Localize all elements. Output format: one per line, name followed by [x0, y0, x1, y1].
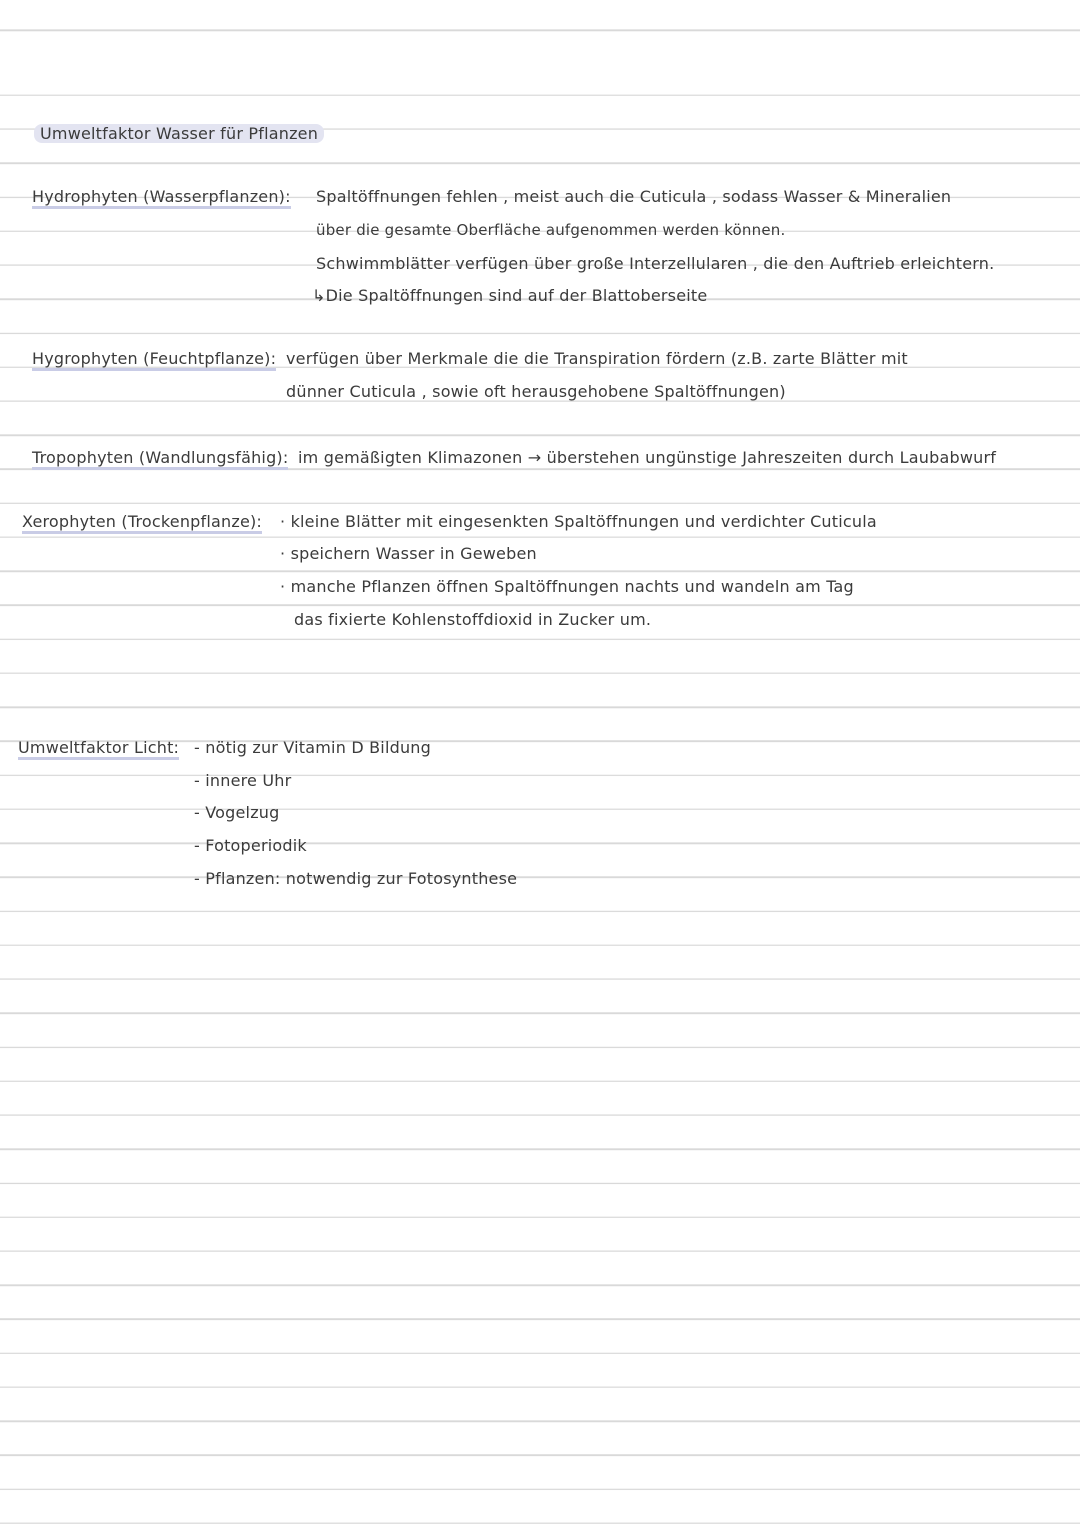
hydrophyten-line-4: ↳Die Spaltöffnungen sind auf der Blattoberseite: [312, 286, 708, 305]
hygrophyten-line-1: verfügen über Merkmale die die Transpiration fördern (z.B. zarte Blätter mit: [286, 349, 908, 368]
licht-term-label: Umweltfaktor Licht:: [18, 738, 179, 760]
hydrophyten-line-1: Spaltöffnungen fehlen , meist auch die Cuticula , sodass Wasser & Mineralien: [316, 187, 952, 206]
xerophyten-line-3: · manche Pflanzen öffnen Spaltöffnungen nachts und wandeln am Tag: [280, 577, 854, 596]
hygrophyten-term: [32, 349, 276, 369]
hydrophyten-line-2: über die gesamte Oberfläche aufgenommen werden können.: [316, 221, 786, 239]
licht-item-3: - Vogelzug: [194, 803, 280, 822]
title-highlight: Umweltfaktor Wasser für Pflanzen: [34, 124, 324, 143]
xerophyten-line-4: das fixierte Kohlenstoffdioxid in Zucker um.: [294, 610, 652, 629]
hydrophyten-term: [32, 187, 291, 207]
xerophyten-line-2: · speichern Wasser in Geweben: [280, 544, 537, 563]
xerophyten-term-label: Xerophyten (Trockenpflanze):: [22, 512, 262, 534]
licht-item-2: - innere Uhr: [194, 771, 292, 790]
hydrophyten-term-label: Hydrophyten (Wasserpflanzen):: [32, 187, 291, 209]
tropophyten-term: [32, 448, 288, 468]
xerophyten-term: [22, 512, 262, 532]
licht-term: [18, 738, 179, 758]
hygrophyten-line-2: dünner Cuticula , sowie oft herausgehobene Spaltöffnungen): [286, 382, 786, 401]
hydrophyten-line-3: Schwimmblätter verfügen über große Interzellularen , die den Auftrieb erleichtern.: [316, 254, 995, 273]
tropophyten-text: im gemäßigten Klimazonen → überstehen ungünstige Jahreszeiten durch Laubabwurf: [298, 448, 997, 467]
page-title: [34, 124, 324, 144]
tropophyten-term-label: Tropophyten (Wandlungsfähig):: [32, 448, 288, 470]
licht-item-1: - nötig zur Vitamin D Bildung: [194, 738, 431, 757]
hygrophyten-term-label: Hygrophyten (Feuchtpflanze):: [32, 349, 276, 371]
licht-item-4: - Fotoperiodik: [194, 836, 307, 855]
licht-item-5: - Pflanzen: notwendig zur Fotosynthese: [194, 869, 518, 888]
xerophyten-line-1: · kleine Blätter mit eingesenkten Spaltöffnungen und verdichter Cuticula: [280, 512, 877, 531]
